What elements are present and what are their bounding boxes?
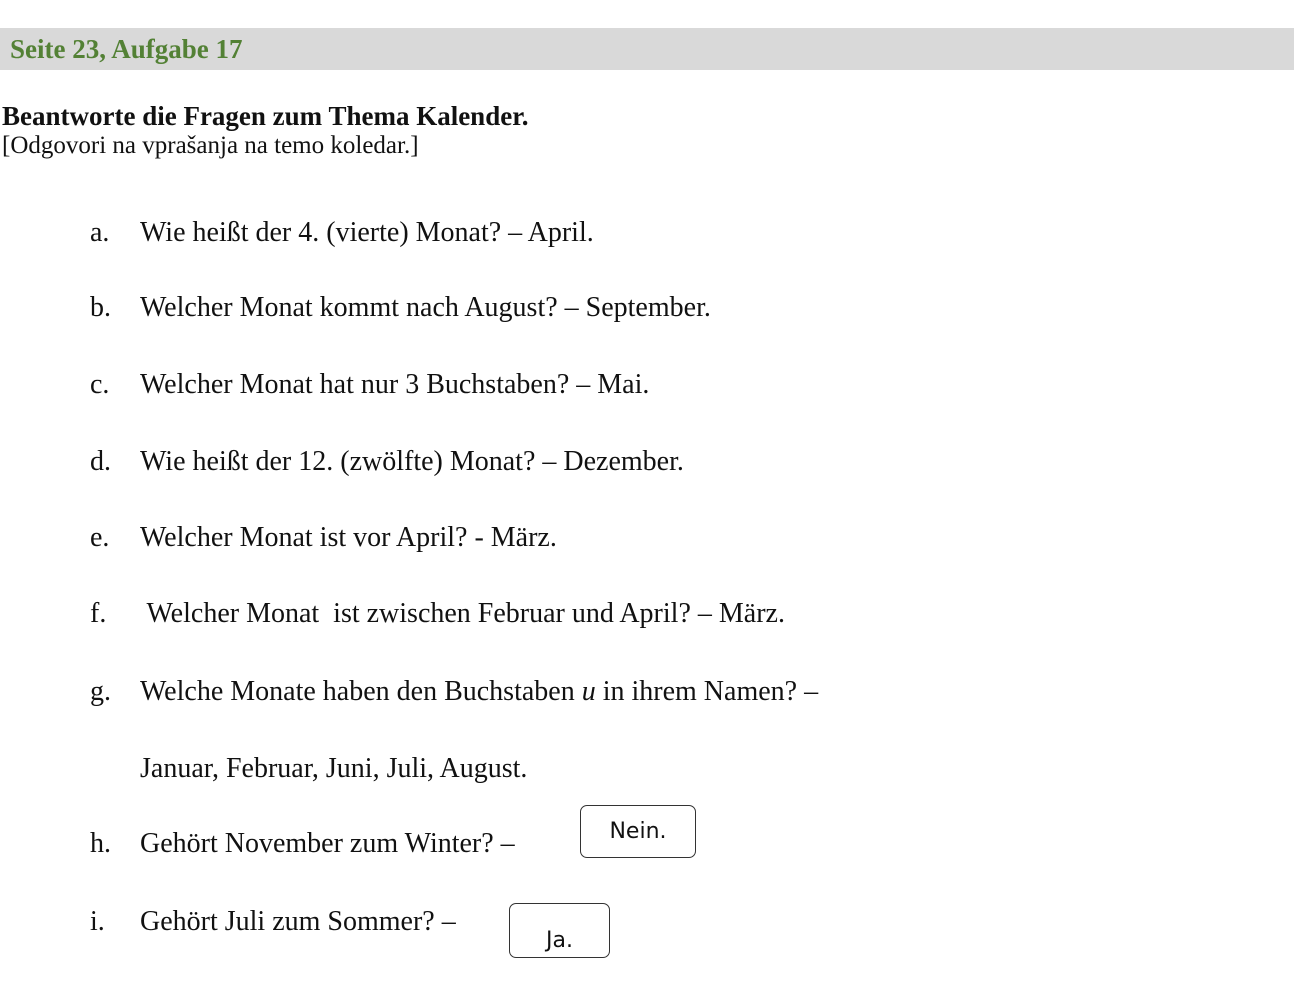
- question-letter: b.: [90, 292, 111, 323]
- question-letter: g.: [90, 676, 111, 707]
- question-text: Welcher Monat ist zwischen Februar und April? – März.: [140, 598, 785, 629]
- question-letter: h.: [90, 828, 111, 859]
- answer-box-h[interactable]: Nein.: [580, 805, 696, 858]
- question-g-answer: Januar, Februar, Juni, Juli, August.: [140, 753, 528, 784]
- question-text: Welcher Monat kommt nach August? – September.: [140, 292, 711, 323]
- question-letter: d.: [90, 446, 111, 477]
- question-letter: i.: [90, 906, 105, 937]
- question-text-part: Welche Monate haben den Buchstaben: [140, 676, 582, 707]
- question-letter: e.: [90, 522, 110, 553]
- section-title: Seite 23, Aufgabe 17: [10, 34, 243, 64]
- question-letter: a.: [90, 217, 110, 248]
- section-header-bar: [0, 28, 1294, 70]
- task-instruction: Beantworte die Fragen zum Thema Kalender.: [2, 101, 529, 131]
- question-text: [140, 675, 818, 709]
- question-text: Welcher Monat hat nur 3 Buchstaben? – Mai.: [140, 369, 650, 400]
- question-text: Wie heißt der 12. (zwölfte) Monat? – Dezember.: [140, 446, 684, 477]
- question-letter: f.: [90, 598, 107, 629]
- question-text-italic: u: [581, 676, 596, 707]
- answer-box-i[interactable]: Ja.: [509, 903, 610, 958]
- question-text: Gehört November zum Winter? –: [140, 828, 515, 859]
- question-text-part: in ihrem Namen? –: [595, 676, 819, 707]
- question-text: Gehört Juli zum Sommer? –: [140, 906, 456, 937]
- question-text: Welcher Monat ist vor April? - März.: [140, 522, 557, 553]
- question-letter: c.: [90, 369, 110, 400]
- question-text: Wie heißt der 4. (vierte) Monat? – April.: [140, 217, 594, 248]
- task-translation: [Odgovori na vprašanja na temo koledar.]: [2, 132, 419, 159]
